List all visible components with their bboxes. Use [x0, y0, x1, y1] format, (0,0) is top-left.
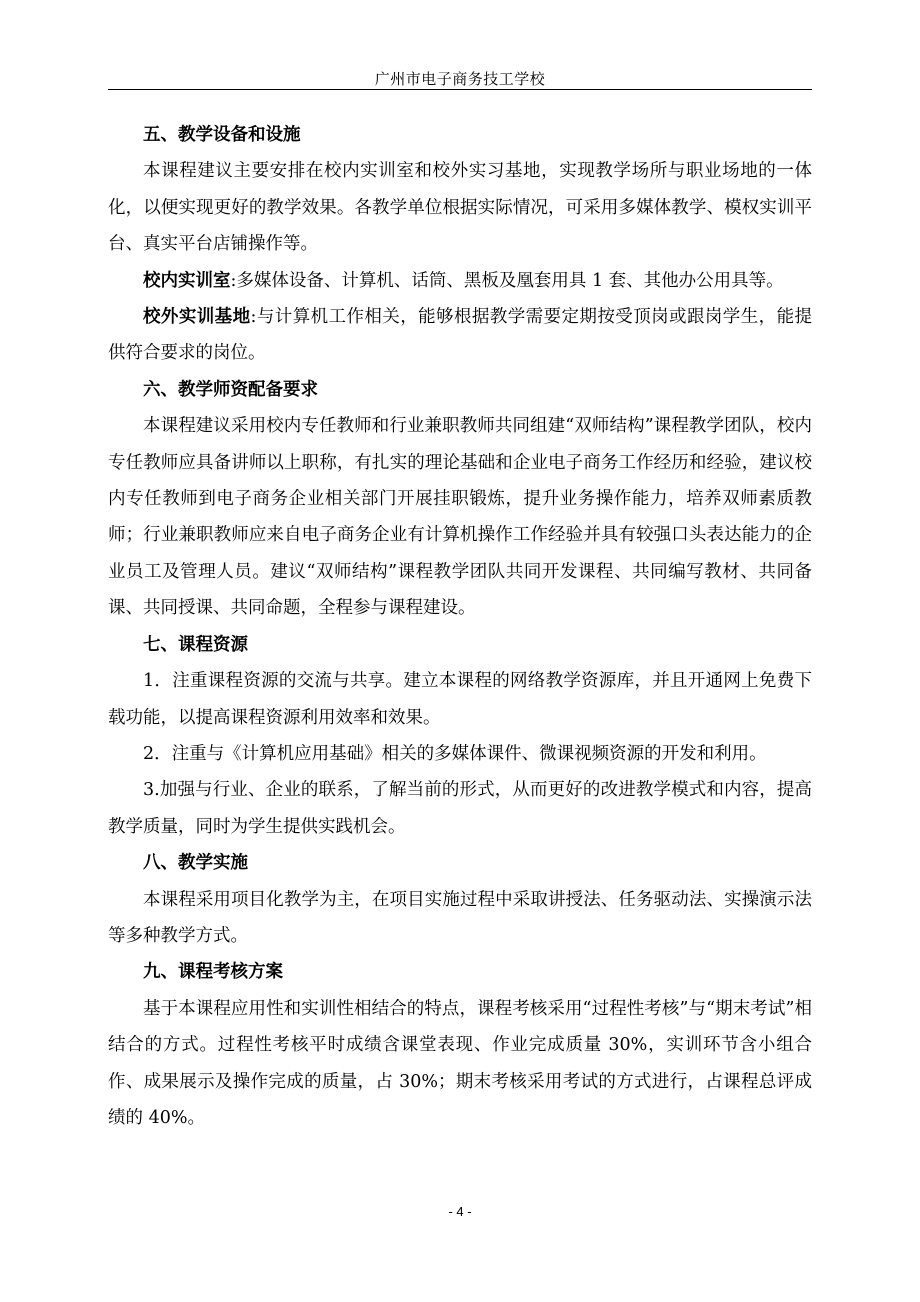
offsite-training-paragraph — [108, 299, 812, 372]
section-8-paragraph: 本课程采用项目化教学为主，在项目实施过程中采取讲授法、任务驱动法、实操演示法等多种教学方式。 — [108, 889, 812, 946]
section-6-heading: 六、教学师资配备要求 — [143, 379, 318, 400]
section-5-heading: 五、教学设备和设施 — [143, 125, 301, 145]
document-body — [108, 117, 812, 1136]
section-7-item-2: 2．注重与《计算机应用基础》相关的多媒体课件、微课视频资源的开发和利用。 — [143, 743, 767, 764]
section-8-heading: 八、教学实施 — [143, 853, 248, 874]
page-header: 广州市电子商务技工学校 — [374, 70, 546, 88]
section-7-item-3: 3.加强与行业、企业的联系，了解当前的形式，从而更好的改进教学模式和内容，提高教学质量，同时为学生提供实践机会。 — [108, 780, 812, 837]
section-7-item-1: 1．注重课程资源的交流与共享。建立本课程的网络教学资源库，并且开通网上免费下载功能，以提高课程资源利用效率和效果。 — [108, 671, 812, 728]
onsite-training-label: 校内实训室 — [143, 270, 231, 291]
onsite-training-text: :多媒体设备、计算机、话筒、黑板及凰套用具 1 套、其他办公用具等。 — [230, 270, 784, 291]
onsite-training-paragraph — [108, 263, 812, 299]
section-6-paragraph: 本课程建议采用校内专任教师和行业兼职教师共同组建“双师结构”课程教学团队，校内专任教师应具备讲师以上职称，有扎实的理论基础和企业电子商务工作经历和经验，建议校内专任教师到电子商务企业相关部门开展挂职锻炼，提升业务操作能力，培养双师素质教师；行业兼职教师应来自电子商务企业有计算机操作工作经验并具有较强口头表达能力的企业员工及管理人员。建议“双师结构”课程教学团队共同开发课程、共同编写教材、共同备课、共同授课、共同命题，全程参与课程建设。 — [108, 416, 812, 619]
offsite-training-text: :与计算机工作相关，能够根据教学需要定期按受顶岗或跟岗学生，能提供符合要求的岗位。 — [108, 307, 812, 364]
section-5-paragraph: 本课程建议主要安排在校内实训室和校外实习基地，实现教学场所与职业场地的一体化，以便实现更好的教学效果。各教学单位根据实际情况，可采用多媒体教学、模权实训平台、真实平台店铺操作等。 — [108, 161, 812, 255]
section-9-paragraph: 基于本课程应用性和实训性相结合的特点，课程考核采用“过程性考核”与“期末考试”相结合的方式。过程性考核平时成绩含课堂表现、作业完成质量 30%，实训环节含小组合作、成果展示及操作完成的质量，占 30%；期末考核采用考试的方式进行，占课程总评成绩的 40%。 — [108, 998, 812, 1128]
header-divider — [108, 89, 812, 90]
page-number: - 4 - — [448, 1204, 472, 1219]
section-9-heading: 九、课程考核方案 — [143, 962, 283, 983]
offsite-training-label: 校外实训基地 — [143, 307, 251, 328]
section-7-heading: 七、课程资源 — [143, 634, 248, 655]
